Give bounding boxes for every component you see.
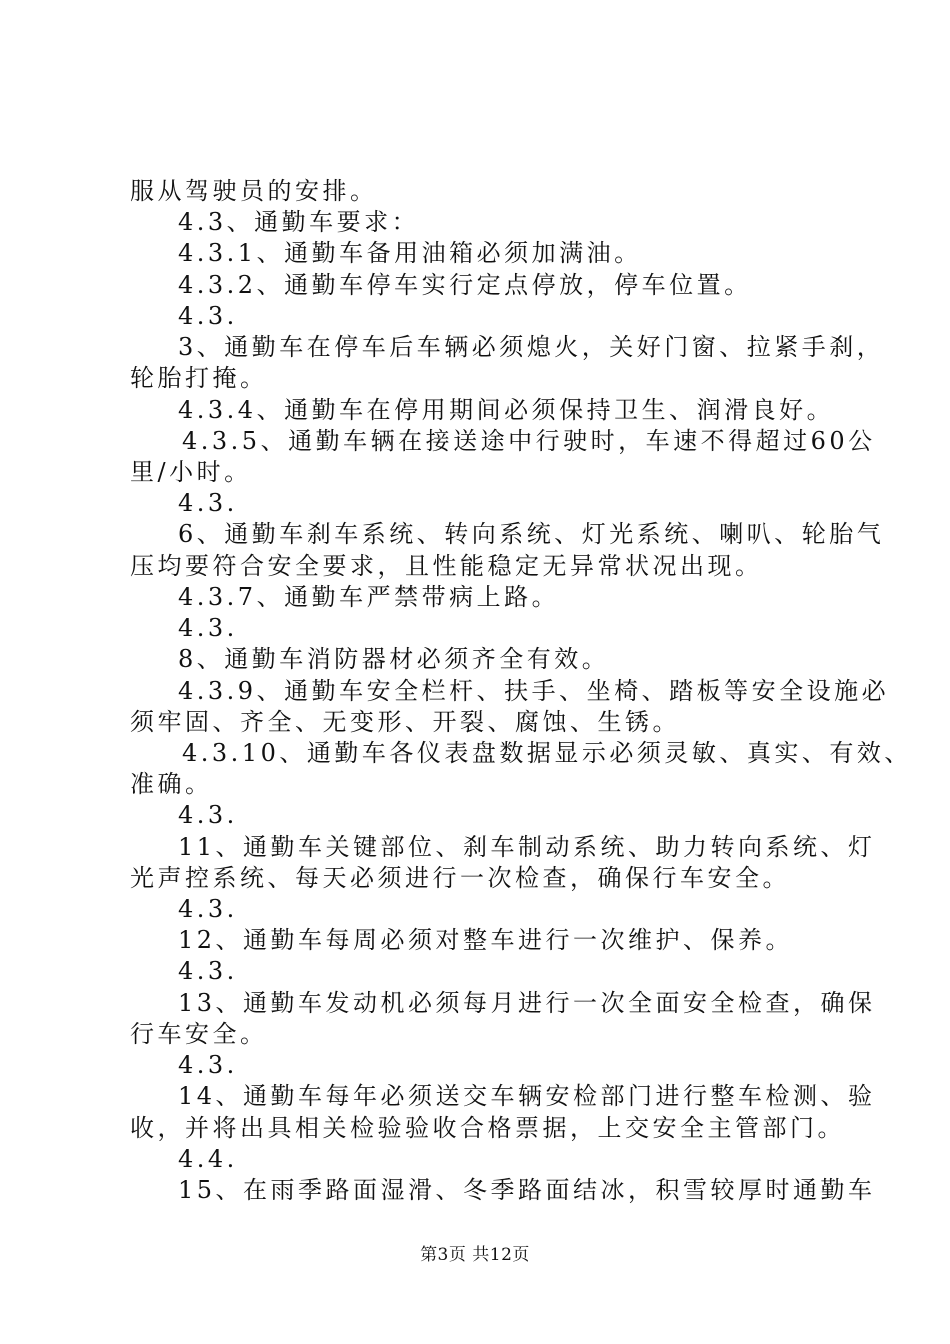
text-line: 压均要符合安全要求，且性能稳定无异常状况出现。 [130, 552, 763, 580]
text-line: 里/小时。 [130, 458, 252, 486]
text-line: 收，并将出具相关检验验收合格票据，上交安全主管部门。 [130, 1114, 845, 1142]
text-line: 须牢固、齐全、无变形、开裂、腐蚀、生锈。 [130, 708, 680, 736]
page-footer: 第3页 共12页 [420, 1245, 530, 1265]
text-line: 4.3. [178, 895, 238, 923]
text-line: 12、通勤车每周必须对整车进行一次维护、保养。 [178, 926, 794, 954]
text-line: 4.3.5、通勤车辆在接送途中行驶时，车速不得超过60公 [182, 427, 876, 455]
text-line: 行车安全。 [130, 1020, 268, 1048]
text-line: 4.3. [178, 614, 238, 642]
text-line: 服从驾驶员的安排。 [130, 177, 378, 205]
text-line: 15、在雨季路面湿滑、冬季路面结冰，积雪较厚时通勤车 [178, 1176, 876, 1204]
text-line: 4.3. [178, 957, 238, 985]
text-line: 13、通勤车发动机必须每月进行一次全面安全检查，确保 [178, 989, 876, 1017]
text-line: 6、通勤车刹车系统、转向系统、灯光系统、喇叭、轮胎气 [178, 520, 885, 548]
text-line: 4.3. [178, 801, 238, 829]
text-line: 11、通勤车关键部位、刹车制动系统、助力转向系统、灯 [178, 833, 876, 861]
text-line: 4.3.9、通勤车安全栏杆、扶手、坐椅、踏板等安全设施必 [178, 677, 890, 705]
text-line: 光声控系统、每天必须进行一次检查，确保行车安全。 [130, 864, 790, 892]
text-line: 4.3.4、通勤车在停用期间必须保持卫生、润滑良好。 [178, 396, 835, 424]
text-line: 4.3.1、通勤车备用油箱必须加满油。 [178, 239, 642, 267]
text-line: 4.4. [178, 1145, 238, 1173]
text-line: 4.3.7、通勤车严禁带病上路。 [178, 583, 560, 611]
text-line: 轮胎打掩。 [130, 364, 268, 392]
text-line: 8、通勤车消防器材必须齐全有效。 [178, 645, 610, 673]
text-line: 4.3. [178, 302, 238, 330]
text-line: 3、通勤车在停车后车辆必须熄火，关好门窗、拉紧手刹， [178, 333, 885, 361]
text-line: 4.3.2、通勤车停车实行定点停放，停车位置。 [178, 271, 752, 299]
text-line: 14、通勤车每年必须送交车辆安检部门进行整车检测、验 [178, 1082, 876, 1110]
text-line: 4.3. [178, 1051, 238, 1079]
text-line: 4.3、通勤车要求： [178, 208, 420, 236]
text-line: 准确。 [130, 770, 213, 798]
text-line: 4.3.10、通勤车各仪表盘数据显示必须灵敏、真实、有效、 [182, 739, 912, 767]
text-line: 4.3. [178, 489, 238, 517]
